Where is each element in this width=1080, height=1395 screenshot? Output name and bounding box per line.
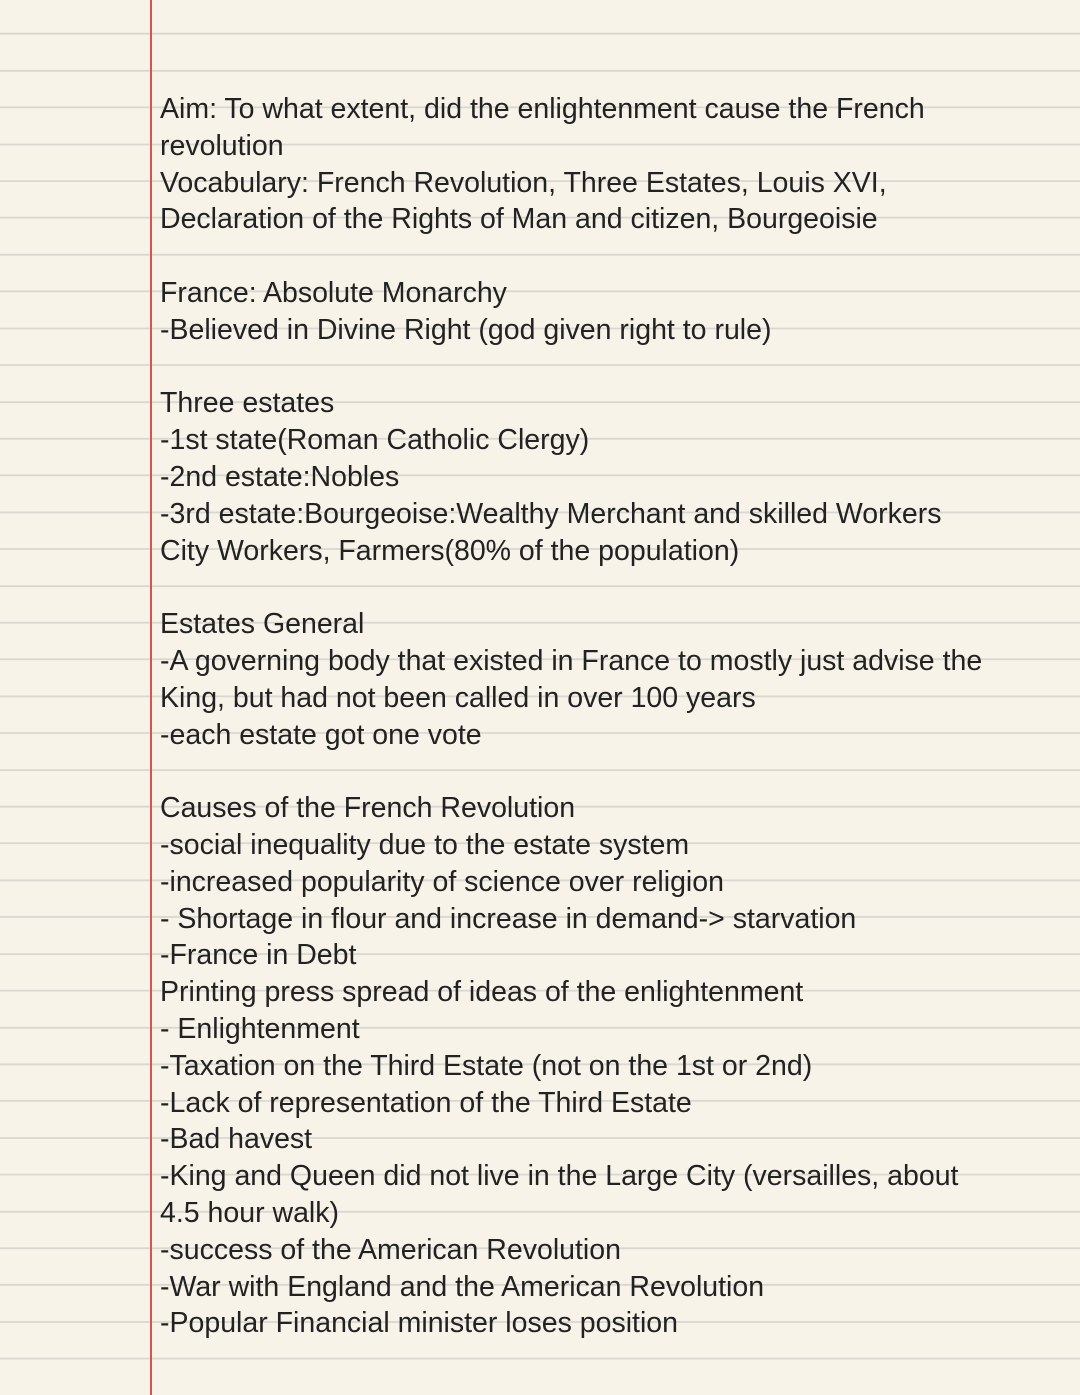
first-estate-line: -1st state(Roman Catholic Clergy) — [160, 424, 590, 457]
cause-item: -War with England and the American Revolution — [160, 1270, 765, 1303]
cause-item: - Shortage in flour and increase in demand-> starvation — [160, 902, 857, 935]
vocabulary-line-2: Declaration of the Rights of Man and citizen, Bourgeoisie — [160, 203, 878, 236]
cause-item: -social inequality due to the estate system — [160, 828, 690, 861]
estates-general-line-1: -A governing body that existed in France to mostly just advise the — [160, 644, 983, 677]
cause-item: Printing press spread of ideas of the enlightenment — [160, 976, 804, 1009]
cause-item: -King and Queen did not live in the Large City (versailles, about — [160, 1160, 959, 1193]
blank-line — [160, 238, 1075, 275]
second-estate-line: -2nd estate:Nobles — [160, 460, 400, 493]
aim-line-1: Aim: To what extent, did the enlightenment cause the French — [160, 93, 925, 125]
estates-general-line-3: -each estate got one vote — [160, 718, 482, 751]
france-heading: France: Absolute Monarchy — [160, 276, 507, 309]
divine-right-line: -Believed in Divine Right (god given right to rule) — [160, 313, 772, 346]
estates-general-heading: Estates General — [160, 608, 365, 641]
notes-body — [160, 91, 1075, 1342]
cause-item: -Popular Financial minister loses position — [160, 1307, 678, 1340]
cause-item: -Taxation on the Third Estate (not on the 1st or 2nd) — [160, 1049, 813, 1082]
cause-item: - Enlightenment — [160, 1012, 360, 1045]
third-estate-line-1: -3rd estate:Bourgeoise:Wealthy Merchant and skilled Workers — [160, 497, 942, 530]
vocabulary-line-1: Vocabulary: French Revolution, Three Estates, Louis XVI, — [160, 166, 887, 199]
aim-line-2: revolution — [160, 129, 284, 162]
cause-item: -increased popularity of science over religion — [160, 865, 724, 898]
three-estates-heading: Three estates — [160, 387, 335, 420]
cause-item: -France in Debt — [160, 939, 357, 972]
blank-line — [160, 569, 1075, 606]
cause-item: -Lack of representation of the Third Estate — [160, 1086, 692, 1119]
cause-item: -Bad havest — [160, 1123, 313, 1156]
causes-heading: Causes of the French Revolution — [160, 792, 576, 825]
cause-item: -success of the American Revolution — [160, 1233, 621, 1266]
cause-item: 4.5 hour walk) — [160, 1196, 340, 1229]
blank-line — [160, 349, 1075, 386]
blank-line — [160, 753, 1075, 790]
margin-line — [150, 0, 152, 1395]
third-estate-line-2: City Workers, Farmers(80% of the population) — [160, 534, 740, 567]
estates-general-line-2: King, but had not been called in over 100 years — [160, 681, 756, 714]
